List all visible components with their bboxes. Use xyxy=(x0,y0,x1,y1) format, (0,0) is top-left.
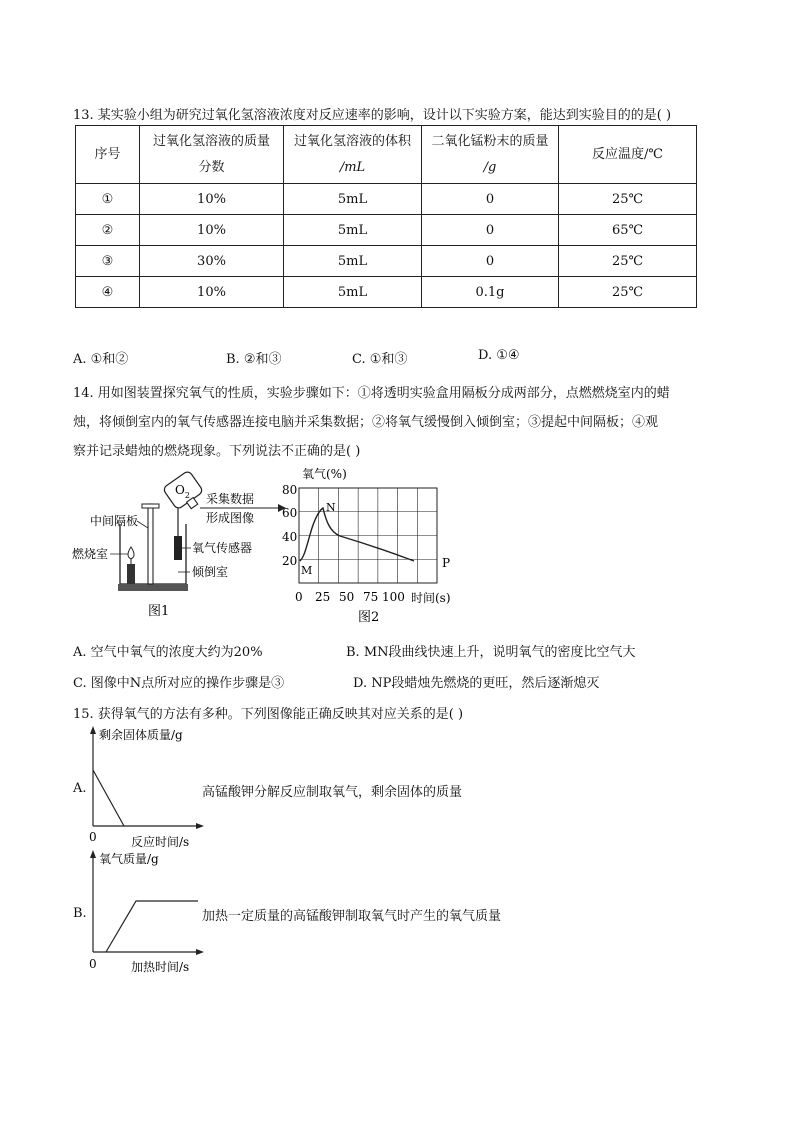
container-base xyxy=(118,584,188,591)
graph-b xyxy=(86,846,216,976)
table-row xyxy=(76,277,697,308)
graph-a-line xyxy=(93,770,124,826)
graph-b-origin: 0 xyxy=(89,957,97,971)
figure-2-caption: 图2 xyxy=(358,610,380,625)
table-cell: 10% xyxy=(140,184,284,215)
point-p-label: P xyxy=(442,556,451,570)
point-n-label: N xyxy=(326,501,336,514)
q14-option-d[interactable]: D. NP段蜡烛先燃烧的更旺，然后逐渐熄灭 xyxy=(353,676,600,691)
table-cell: 10% xyxy=(140,277,284,308)
q14-option-c[interactable]: C. 图像中N点所对应的操作步骤是③ xyxy=(73,676,285,691)
table-row xyxy=(76,215,697,246)
apparatus-figure xyxy=(66,468,296,628)
table-row xyxy=(76,184,697,215)
q14-option-a[interactable]: A. 空气中氧气的浓度大约为20% xyxy=(73,645,263,660)
point-m-label: M xyxy=(301,564,313,577)
arrow-label-top: 采集数据 xyxy=(206,492,255,506)
table-cell: ③ xyxy=(76,246,140,277)
label-pour-chamber: 倾倒室 xyxy=(192,565,229,579)
y-tick: 80 xyxy=(282,483,298,497)
y-tick: 60 xyxy=(282,506,298,520)
graph-a-y-arrow xyxy=(90,726,96,734)
x-tick: 100 xyxy=(382,590,405,604)
graph-b-line xyxy=(106,901,198,952)
table-cell: 30% xyxy=(140,246,284,277)
x-tick: 0 xyxy=(295,590,303,604)
label-oxygen-sensor: 氧气传感器 xyxy=(192,541,253,555)
table-cell: 5mL xyxy=(284,184,422,215)
graph-a-origin: 0 xyxy=(89,830,97,844)
table-cell: 5mL xyxy=(284,277,422,308)
graph-b-x-arrow xyxy=(196,949,204,955)
table-cell: 0.1g xyxy=(422,277,559,308)
q15-option-a-text: 高锰酸钾分解反应制取氧气，剩余固体的质量 xyxy=(202,785,463,800)
label-partition: 中间隔板 xyxy=(90,514,139,528)
figure-1-caption: 图1 xyxy=(148,604,170,619)
q13-option-b[interactable]: B. ②和③ xyxy=(226,352,282,367)
o2-label: $O_2$ xyxy=(175,483,190,500)
y-tick: 40 xyxy=(282,530,298,544)
x-tick: 25 xyxy=(315,590,331,604)
table-cell: 0 xyxy=(422,215,559,246)
graph-a-x-label: 反应时间/s xyxy=(131,835,190,849)
table-cell: 0 xyxy=(422,184,559,215)
table-cell: ① xyxy=(76,184,140,215)
q15-option-b-letter[interactable]: B. xyxy=(73,906,87,921)
table-cell: 5mL xyxy=(284,246,422,277)
q14-stem-line-3: 察并记录蜡烛的燃烧现象。下列说法不正确的是( ) xyxy=(73,444,361,459)
table-header-row xyxy=(76,126,697,184)
table-header: 过氧化氢溶液的质量 分数 xyxy=(140,126,284,184)
q14-stem-line-1: 14. 用如图装置探究氧气的性质，实验步骤如下：①将透明实验盒用隔板分成两部分，点燃燃烧室内的蜡 xyxy=(73,386,670,401)
table-cell: ④ xyxy=(76,277,140,308)
arrow-label-bottom: 形成图像 xyxy=(206,511,255,525)
table-header: 反应温度/℃ xyxy=(559,126,697,184)
graph-x-label: 时间(s) xyxy=(411,591,451,605)
table-cell: 5mL xyxy=(284,215,422,246)
table-cell: 10% xyxy=(140,215,284,246)
table-cell: ② xyxy=(76,215,140,246)
table-cell: 25℃ xyxy=(559,277,697,308)
q13-option-c[interactable]: C. ①和③ xyxy=(352,352,408,367)
experiment-table xyxy=(75,125,697,308)
q15-stem: 15. 获得氧气的方法有多种。下列图像能正确反映其对应关系的是( ) xyxy=(73,707,464,722)
oxygen-graph xyxy=(280,466,480,626)
table-header: 序号 xyxy=(76,126,140,184)
graph-y-label: 氧气(%) xyxy=(302,467,347,481)
q13-option-a[interactable]: A. ①和② xyxy=(73,352,129,367)
label-burn-chamber: 燃烧室 xyxy=(72,547,109,561)
table-cell: 65℃ xyxy=(559,215,697,246)
q15-option-b-text: 加热一定质量的高锰酸钾制取氧气时产生的氧气质量 xyxy=(202,909,502,924)
q15-option-a-letter[interactable]: A. xyxy=(73,781,87,796)
x-tick: 75 xyxy=(363,590,379,604)
table-header: 过氧化氢溶液的体积 /mL xyxy=(284,126,422,184)
table-header: 二氧化锰粉末的质量 /g xyxy=(422,126,559,184)
candle xyxy=(127,564,135,584)
table-cell: 25℃ xyxy=(559,246,697,277)
graph-b-y-label: 氧气质量/g xyxy=(99,852,159,866)
y-tick: 20 xyxy=(282,554,298,568)
graph-b-y-arrow xyxy=(90,850,96,858)
q14-option-b[interactable]: B. MN段曲线快速上升，说明氧气的密度比空气大 xyxy=(346,645,636,660)
oxygen-sensor xyxy=(174,536,182,560)
q13-stem: 13. 某实验小组为研究过氧化氢溶液浓度对反应速率的影响，设计以下实验方案，能达到实验目的的是( ) xyxy=(73,108,672,123)
table-cell: 0 xyxy=(422,246,559,277)
graph-a xyxy=(86,722,216,852)
partition-handle xyxy=(142,504,159,508)
table-cell: 25℃ xyxy=(559,184,697,215)
graph-b-x-label: 加热时间/s xyxy=(131,960,190,974)
middle-partition xyxy=(148,504,153,584)
x-tick: 50 xyxy=(339,590,355,604)
candle-flame xyxy=(128,547,134,559)
q13-option-d[interactable]: D. ①④ xyxy=(478,348,520,363)
q14-stem-line-2: 烛，将倾倒室内的氧气传感器连接电脑并采集数据；②将氧气缓慢倒入倾倒室；③提起中间隔板；④观 xyxy=(73,415,659,430)
table-row xyxy=(76,246,697,277)
graph-a-x-arrow xyxy=(196,823,204,829)
graph-a-y-label: 剩余固体质量/g xyxy=(99,728,183,742)
